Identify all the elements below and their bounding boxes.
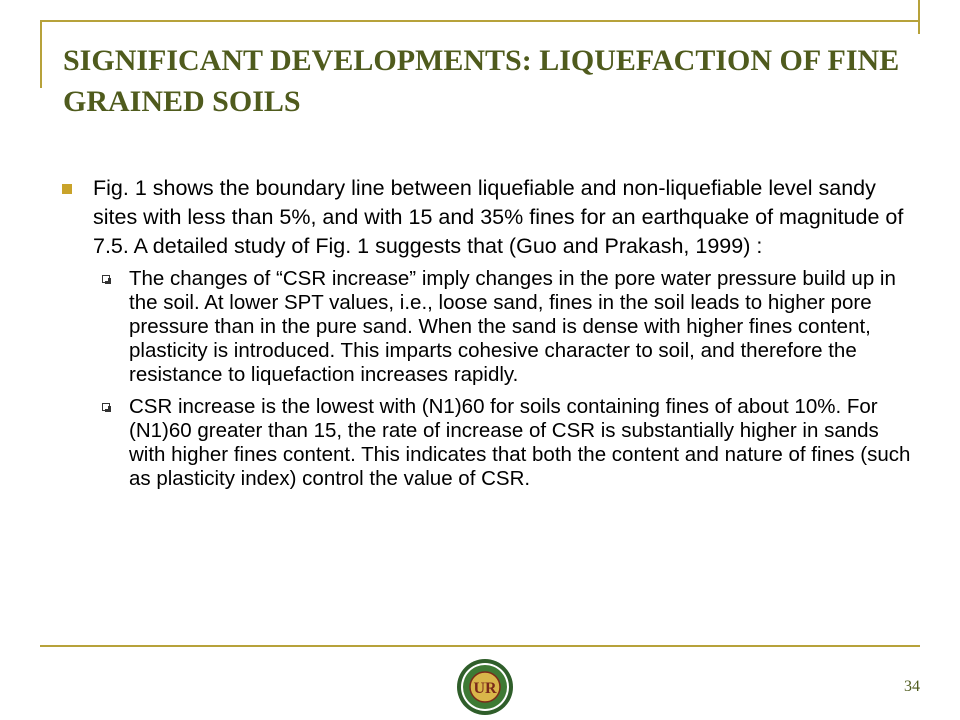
shadow-square-bullet-icon (102, 275, 110, 283)
page-number: 34 (904, 678, 920, 695)
bullet-item (60, 174, 920, 261)
sub-bullet-list (93, 267, 920, 491)
frame-top-line (40, 20, 920, 22)
logo-text: UR (473, 680, 497, 697)
slide-title: SIGNIFICANT DEVELOPMENTS: LIQUEFACTION OF FINE GRAINED SOILS (63, 44, 900, 118)
slide-content (60, 174, 920, 499)
frame-bottom-line (40, 645, 920, 647)
university-logo-icon (456, 658, 514, 716)
sub-bullet-item (93, 395, 920, 491)
sub-bullet-text: The changes of “CSR increase” imply changes in the pore water pressure build up in the soil. At lower SPT values, i.e., loose sand, fines in the soil leads to higher pore pressure than in the pure sand. When the sand is dense with higher fines content, plasticity is introduced. This imparts cohesive character to soil, and therefore the resistance to liquefaction increases rapidly. (129, 267, 896, 386)
frame-left-line (40, 20, 42, 88)
bullet-text: Fig. 1 shows the boundary line between liquefiable and non-liquefiable level sandy sites with less than 5%, and with 15 and 35% fines for an earthquake of magnitude of 7.5. A detailed study of Fig. 1 suggests that (Guo and Prakash, 1999) : (93, 176, 904, 258)
shadow-square-bullet-icon (102, 403, 110, 411)
sub-bullet-text: CSR increase is the lowest with (N1)60 for soils containing fines of about 10%. For (N1)60 greater than 15, the rate of increase of CSR is substantially higher in sands with higher fines content. This indicates that both the content and nature of fines (such as plasticity index) control the value of CSR. (129, 395, 911, 490)
square-bullet-icon (62, 184, 72, 194)
sub-bullet-item (93, 267, 920, 387)
frame-right-line (918, 0, 920, 34)
